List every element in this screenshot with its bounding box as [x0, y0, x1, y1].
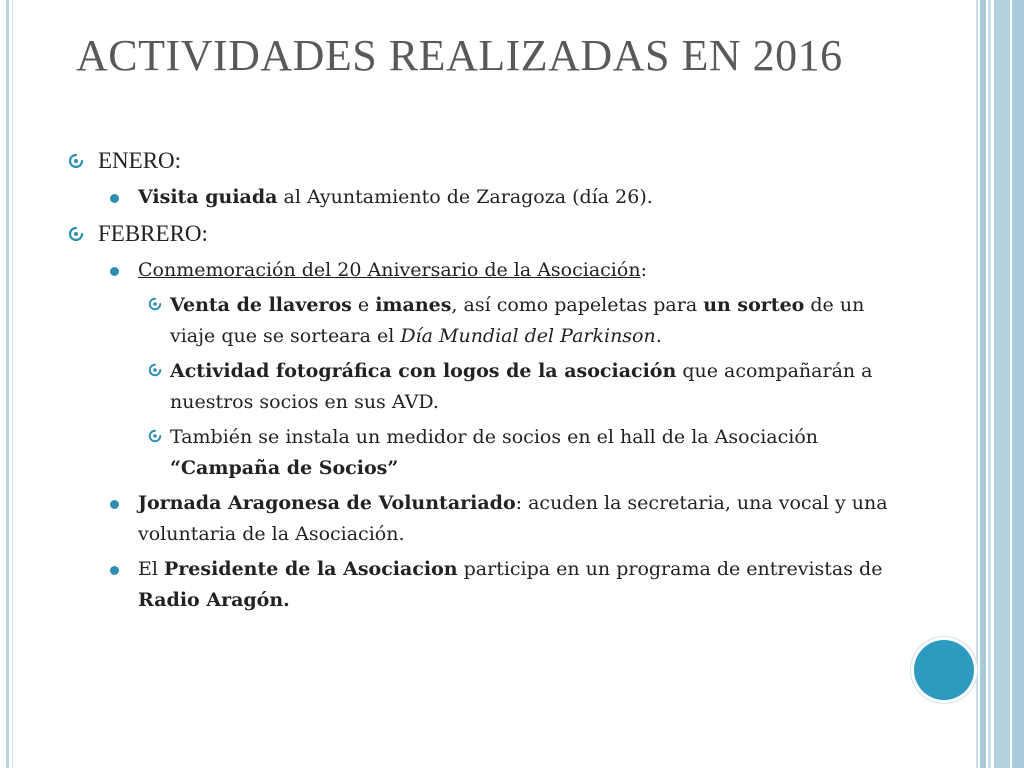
- sub-bullet-venta: [68, 290, 898, 352]
- sub-bullet-actividad-fotografica: [68, 356, 898, 418]
- text-bold: Actividad fotográfica con logos de la asociación: [170, 360, 677, 382]
- stripe: [1012, 0, 1024, 768]
- swirl-bullet-icon: [68, 226, 84, 242]
- left-border-line: [6, 0, 9, 768]
- text-bold: Jornada Aragonesa de Voluntariado: [138, 492, 516, 514]
- text: , así como papeletas para: [451, 294, 704, 316]
- text: El: [138, 558, 164, 580]
- bullet-enero: [68, 144, 898, 178]
- slide-title: ACTIVIDADES REALIZADAS EN 2016: [76, 31, 843, 80]
- text: que acompañarán a nuestros socios en sus AVD.: [170, 360, 873, 413]
- text: de un viaje que se sorteara el: [170, 294, 865, 347]
- month-label-enero: ENERO:: [98, 148, 182, 173]
- text: al Ayuntamiento de Zaragoza (día 26).: [277, 186, 653, 208]
- text-italic: Día Mundial del Parkinson: [400, 325, 656, 347]
- text: participa en un programa de entrevistas de: [457, 558, 883, 580]
- text-bold: Visita guiada: [138, 186, 278, 208]
- stripe: [976, 0, 978, 768]
- text-bold: Venta de llaveros: [170, 294, 352, 316]
- stripe: [980, 0, 986, 768]
- text: :: [640, 259, 647, 281]
- text-underlined: Conmemoración del 20 Aniversario de la Asociación: [138, 259, 641, 281]
- dot-bullet-icon: [110, 500, 119, 509]
- month-label-febrero: FEBRERO:: [98, 221, 208, 246]
- swirl-bullet-icon: [148, 363, 162, 377]
- stripe: [988, 0, 991, 768]
- swirl-bullet-icon: [68, 153, 84, 169]
- text: e: [351, 294, 376, 316]
- dot-bullet-icon: [110, 267, 119, 276]
- dot-bullet-icon: [110, 194, 119, 203]
- bullet-visita-guiada: [68, 182, 898, 213]
- bullet-conmemoracion: [68, 255, 898, 286]
- decorative-circle: [914, 640, 974, 700]
- sub-bullet-medidor-socios: [68, 422, 898, 484]
- text: .: [655, 325, 662, 347]
- text: : acuden la secretaria, una vocal y una voluntaria de la Asociación.: [138, 492, 888, 545]
- left-border-line-inner: [12, 0, 13, 768]
- bullet-presidente: [68, 554, 898, 616]
- dot-bullet-icon: [110, 566, 119, 575]
- slide-content: [68, 144, 898, 620]
- text-bold: Radio Aragón.: [138, 589, 290, 611]
- text-bold: “Campaña de Socios”: [170, 457, 399, 479]
- text: También se instala un medidor de socios en el hall de la Asociación: [170, 426, 819, 448]
- bullet-jornada-voluntariado: [68, 488, 898, 550]
- bullet-febrero: [68, 217, 898, 251]
- right-decorative-stripes: [976, 0, 1024, 768]
- text-bold: Presidente de la Asociacion: [164, 558, 458, 580]
- text-bold: un sorteo: [703, 294, 805, 316]
- swirl-bullet-icon: [148, 429, 162, 443]
- swirl-bullet-icon: [148, 297, 162, 311]
- text-bold: imanes: [375, 294, 452, 316]
- stripe: [994, 0, 1010, 768]
